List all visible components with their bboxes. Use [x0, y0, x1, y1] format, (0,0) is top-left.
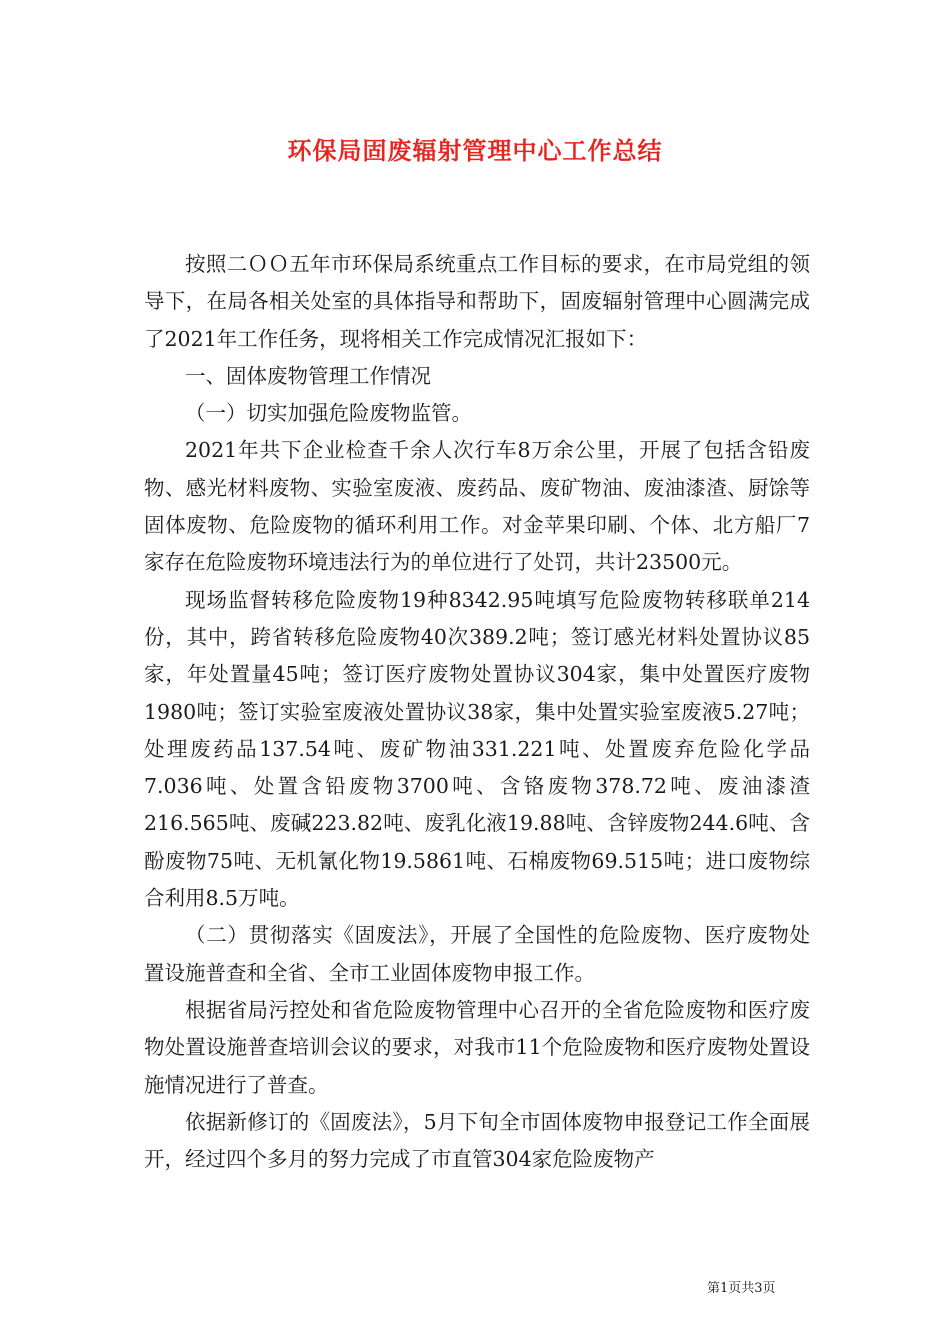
page-number: 第1页共3页 [707, 1281, 776, 1296]
paragraph-inspections: 2021年共下企业检查千余人次行车8万余公里，开展了包括含铅废物、感光材料废物、实验室废液、废药品、废矿物油、废油漆渣、厨馀等固体废物、危险废物的循环利用工作。对金苹果印刷、个体、北方船厂7家存在危险废物环境违法行为的单位进行了处罚，共计23500元。 [144, 438, 810, 575]
paragraph-transfer-statistics: 现场监督转移危险废物19种8342.95吨填写危险废物转移联单214份，其中，跨省转移危险废物40次389.2吨；签订感光材料处置协议85家，年处置量45吨；签订医疗废物处置协议304家，集中处置医疗废物1980吨；签订实验室废液处置协议38家，集中处置实验室废液5.27吨；处理废药品137.54吨、废矿物油331.221吨、处置废弃危险化学品7.036吨、处置含铅废物3700吨、含铬废物378.72吨、废油漆渣216.565吨、废碱223.82吨、废乳化液19.88吨、含锌废物244.6吨、含酚废物75吨、无机氰化物19.5861吨、石棉废物69.515吨；进口废物综合利用8.5万吨。 [144, 587, 810, 911]
subsection-heading-hazardous-waste: （一）切实加强危险废物监管。 [185, 401, 472, 426]
document-body [144, 246, 810, 1178]
subsection-heading-solid-waste-law: （二）贯彻落实《固废法》，开展了全国性的危险废物、医疗废物处置设施普查和全省、全市工业固体废物申报工作。 [144, 923, 810, 985]
paragraph-intro: 按照二ＯＯ五年市环保局系统重点工作目标的要求，在市局党组的领导下，在局各相关处室的具体指导和帮助下，固废辐射管理中心圆满完成了2021年工作任务，现将相关工作完成情况汇报如下： [144, 252, 810, 351]
section-heading-solid-waste: 一、固体废物管理工作情况 [185, 363, 431, 388]
paragraph-registration: 依据新修订的《固废法》，5月下旬全市固体废物申报登记工作全面展开，经过四个多月的努力完成了市直管304家危险废物产 [144, 1109, 810, 1172]
document-title: 环保局固废辐射管理中心工作总结 [287, 137, 663, 165]
paragraph-facility-survey: 根据省局污控处和省危险废物管理中心召开的全省危险废物和医疗废物处置设施普查培训会议的要求，对我市11个危险废物和医疗废物处置设施情况进行了普查。 [144, 997, 810, 1097]
